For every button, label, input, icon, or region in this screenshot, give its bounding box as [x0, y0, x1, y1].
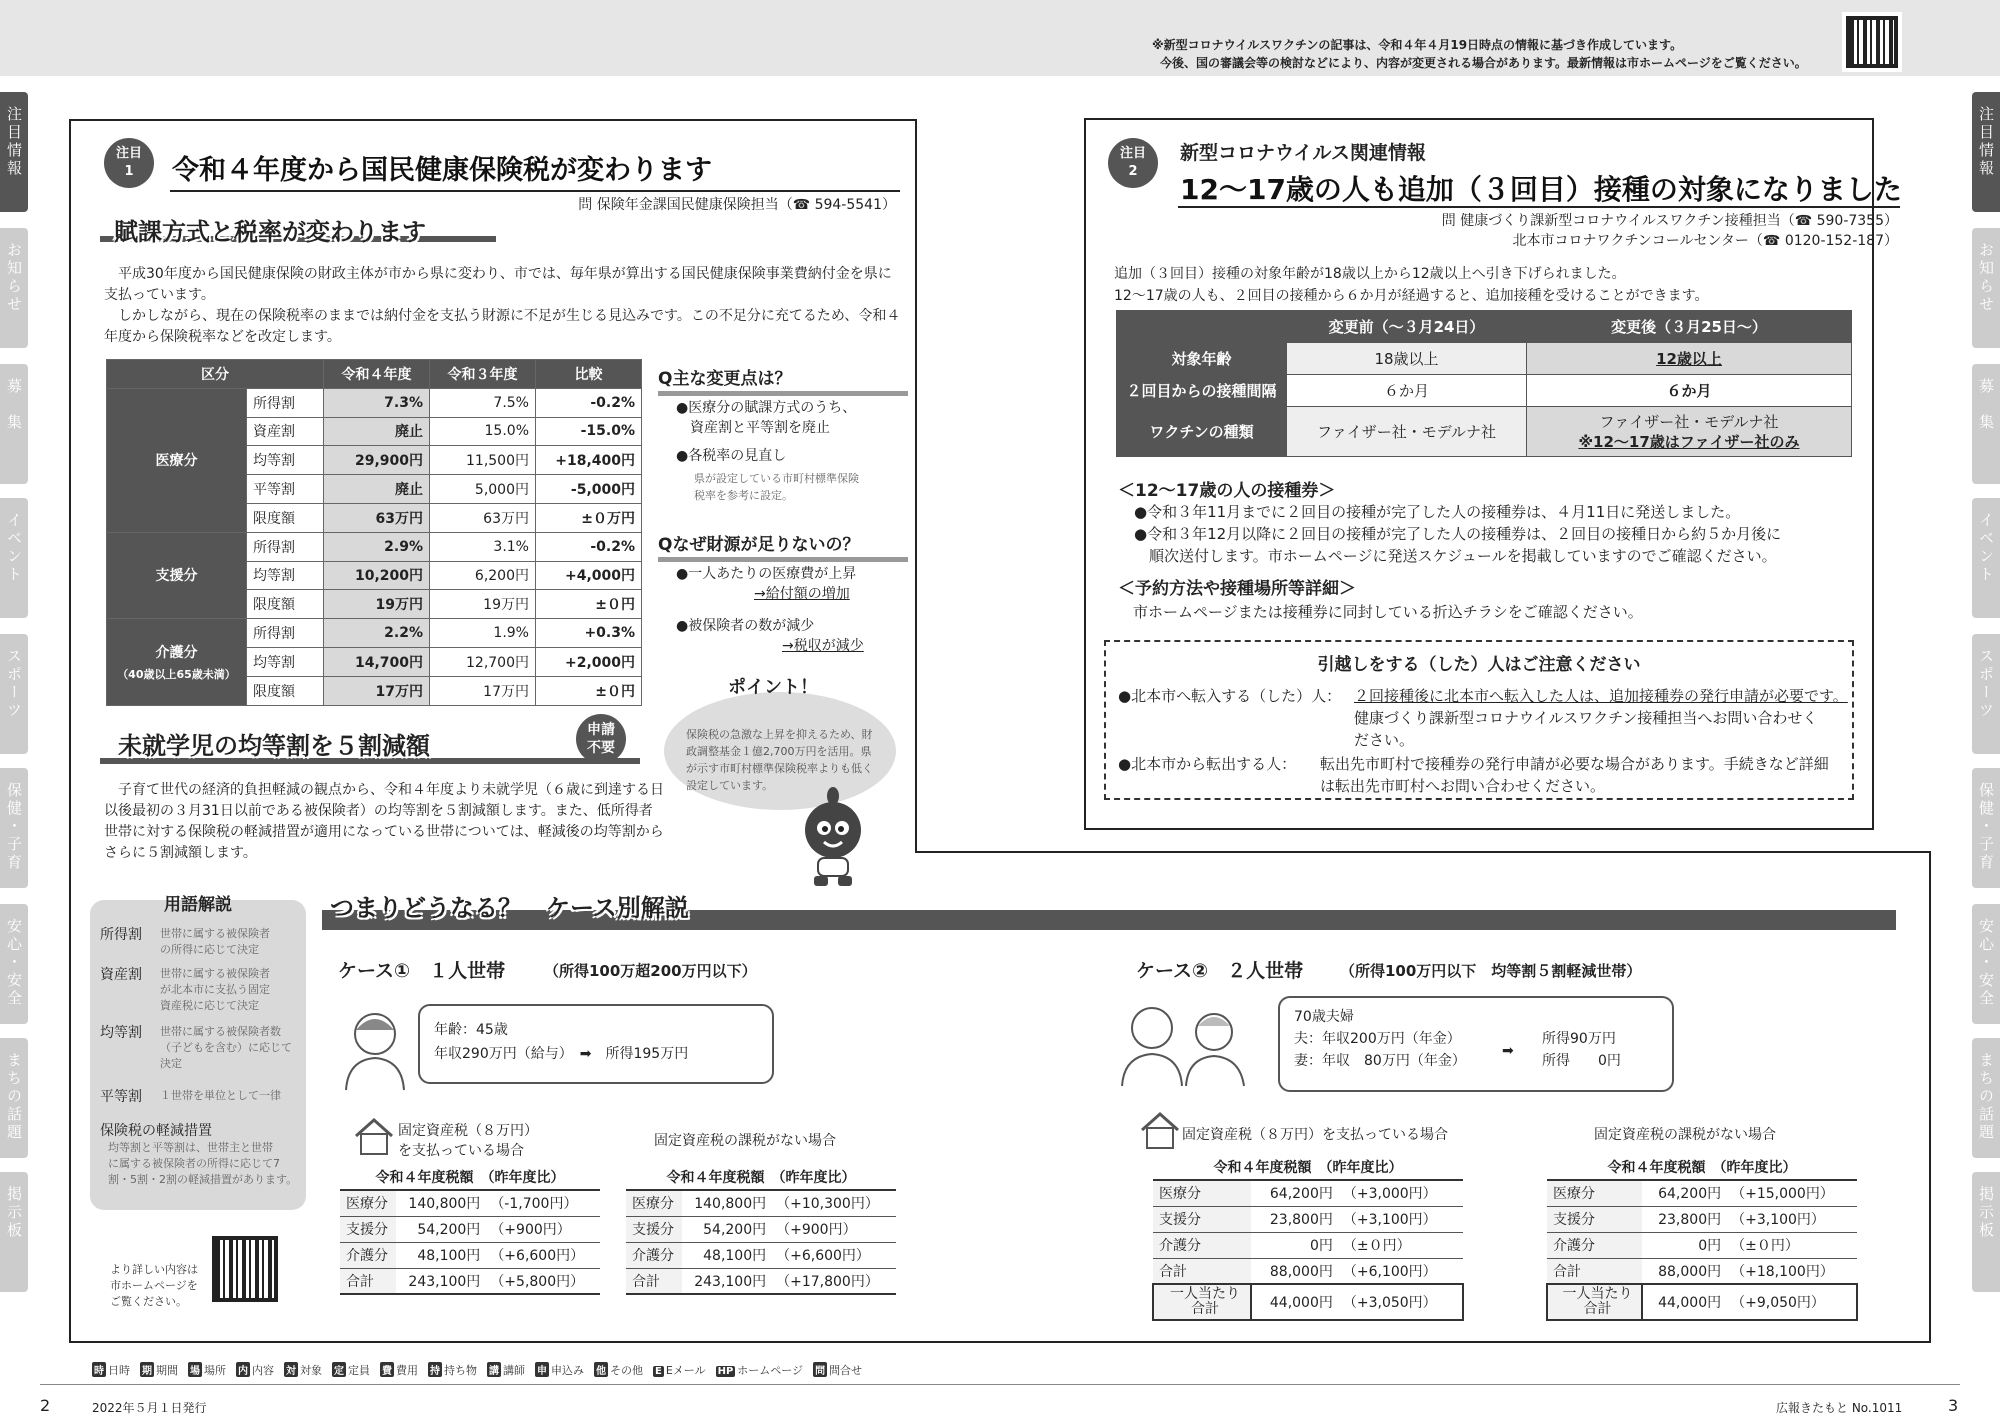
title-underline-2 [1178, 206, 1900, 208]
moving-out-text-2: は転出先市町村へお問い合わせください。 [1320, 777, 1606, 795]
tax-r4: 29,900円 [324, 446, 430, 475]
article-2-p1: 追加（３回目）接種の対象年齢が18歳以上から12歳以上へ引き下げられました。 [1114, 266, 1626, 282]
th-diff: 比較 [536, 360, 642, 389]
tax-item-label: 資産割 [247, 417, 324, 446]
case-row-per-person: 一人当たり 合計 44,000円 （+3,050円） [1153, 1284, 1463, 1320]
ticket-line-2: ●令和３年12月以降に２回目の接種が完了した人の接種券は、２回目の接種日から約５か月後に [1134, 525, 1782, 543]
legend-item: 申 申込み [537, 1364, 584, 1377]
moving-in-text-2: 健康づくり課新型コロナウイルスワクチン接種担当へお問い合わせく [1354, 709, 1818, 727]
q1-note-1: 県が設定している市町村標準保険 [694, 472, 859, 485]
side-tab-left-8[interactable]: 掲示板 [0, 1172, 28, 1292]
case-1-t2: 固定資産税の課税がない場合 [654, 1133, 836, 1149]
footer-rule [40, 1384, 1960, 1385]
person-woman-icon [340, 1006, 410, 1092]
tax-diff: -0.2% [536, 388, 642, 417]
case-row: 介護分 48,100円 （+6,600円） [626, 1242, 896, 1268]
case-1-right-table: 令和４年度税額 （昨年度比） 医療分 140,800円 （+10,300円） 支援分 54,200円 （+900円） 介護分 48,100円 （+6,600円） 合計 243,100円 （+17,800円） [626, 1164, 896, 1295]
side-tab-right-6[interactable]: 安心・安全 [1972, 904, 2000, 1024]
tax-item-label: 限度額 [247, 590, 324, 619]
tax-item-label: 均等割 [247, 561, 324, 590]
article-2-contact-2: 北本市コロナワクチンコールセンター（☎ 0120-152-187） [1512, 233, 1898, 249]
point-bubble: 保険税の急激な上昇を抑えるため、財政調整基金１億2,700万円を活用。県が示す市町村標準保険税率よりも低く設定しています。 [664, 692, 896, 810]
side-tab-left-2[interactable]: 募 集 [0, 364, 28, 484]
glossary-desc: の所得に応じて決定 [160, 943, 259, 956]
case-2-t1: 固定資産税（８万円）を支払っている場合 [1182, 1127, 1448, 1143]
side-tab-left-3[interactable]: イベント [0, 498, 28, 618]
side-tab-left-4[interactable]: スポーツ [0, 634, 28, 754]
case-2-t2: 固定資産税の課税がない場合 [1594, 1127, 1776, 1143]
reservation-text: 市ホームページまたは接種券に同封している折込チラシをご確認ください。 [1118, 603, 1643, 621]
q2-bullet-2: ●被保険者の数が減少 [676, 618, 815, 634]
th-after: 変更後（３月25日～） [1527, 311, 1852, 343]
glossary-term-reduction: 保険税の軽減措置 [100, 1123, 212, 1139]
th-r4: 令和４年度 [324, 360, 430, 389]
mascot-icon [788, 784, 878, 894]
moving-notice-title: 引越しをする（した）人はご注意ください [1317, 655, 1641, 675]
tax-item-label: 限度額 [247, 676, 324, 705]
legend-item: 場 場所 [190, 1364, 226, 1377]
tax-r3: 12,700円 [430, 647, 536, 676]
tax-r4: 2.2% [324, 619, 430, 648]
q-why-shortage: Qなぜ財源が足りないの？ [658, 530, 908, 562]
notice-line-1: ※新型コロナウイルスワクチンの記事は、令和４年４月19日時点の情報に基づき作成しています。 [1152, 38, 1683, 52]
side-tab-right-0[interactable]: 注目情報 [1972, 92, 2000, 212]
glossary-desc-5b: に属する被保険者の所得に応じて7 [108, 1157, 280, 1170]
more-info-1: より詳しい内容は [110, 1263, 198, 1276]
ticket-line-2b: 順次送付します。市ホームページに発送スケジュールを掲載していますのでご確認ください。 [1134, 547, 1777, 565]
case-2-left-table: 令和４年度税額 （昨年度比） 医療分 64,200円 （+3,000円） 支援分 23,800円 （+3,100円） 介護分 0円 （±０円） 合計 88,000円 （+6,100円） 一人当たり 合計 44,000円 （+3,050円） [1152, 1154, 1464, 1321]
intro-paragraph-2: しかしながら、現在の保険税率のままでは納付金を支払う財源に不足が生じる見込みです。この不足分に充てるため、令和４年度から保険税率などを改定します。 [104, 308, 901, 345]
glossary-term: 平等割 [100, 1089, 142, 1105]
tax-r4: 廃止 [324, 417, 430, 446]
glossary-title: 用語解説 [164, 895, 232, 915]
case-row: 合計 243,100円 （+5,800円） [340, 1268, 600, 1294]
glossary-desc: 決定 [160, 1057, 182, 1070]
glossary-desc: が北本市に支払う固定 [160, 983, 270, 996]
side-tab-right-3[interactable]: イベント [1972, 498, 2000, 618]
legend-item: 内 内容 [238, 1364, 274, 1377]
side-tab-right-2[interactable]: 募 集 [1972, 364, 2000, 484]
case-row: 合計 88,000円 （+18,100円） [1547, 1258, 1857, 1284]
elderly-couple-icon [1120, 1000, 1246, 1088]
side-tab-right-1[interactable]: お知らせ [1972, 228, 2000, 348]
moving-in-label: ●北本市へ転入する（した）人： [1118, 687, 1342, 705]
cases-heading: つまりどうなる？ ケース別解説 [330, 894, 689, 922]
case-row: 支援分 23,800円 （+3,100円） [1153, 1206, 1463, 1232]
intro-paragraph-1: 平成30年度から国民健康保険の財政主体が市から県に変わり、市では、毎年県が算出する国民健康保険事業費納付金を県に支払っています。 [104, 266, 892, 303]
tax-r3: 7.5% [430, 388, 536, 417]
legend-item: HP ホームページ [717, 1364, 804, 1377]
tax-r4: 17万円 [324, 676, 430, 705]
case-1-left-table: 令和４年度税額 （昨年度比） 医療分 140,800円 （-1,700円） 支援分 54,200円 （+900円） 介護分 48,100円 （+6,600円） 合計 243,100円 （+5,800円） [340, 1164, 600, 1295]
tax-item-label: 所得割 [247, 388, 324, 417]
glossary-desc-5a: 均等割と平等割は、世帯主と世帯 [108, 1141, 273, 1154]
section-heading-tax-method: 賦課方式と税率が変わります [114, 218, 426, 246]
glossary-desc: 資産税に応じて決定 [160, 999, 259, 1012]
house-icon [352, 1116, 396, 1156]
case-row: 医療分 140,800円 （+10,300円） [626, 1190, 896, 1216]
tax-rate-table [106, 359, 642, 706]
tax-r3: 3.1% [430, 532, 536, 561]
article-2-contact-1: 問 健康づくり課新型コロナウイルスワクチン接種担当（☎ 590-7355） [1441, 213, 1898, 229]
case-row: 医療分 64,200円 （+3,000円） [1153, 1180, 1463, 1206]
reservation-heading: ＜予約方法や接種場所等詳細＞ [1118, 579, 1356, 599]
case-row: 合計 243,100円 （+17,800円） [626, 1268, 896, 1294]
glossary-desc-5c: 割・5割・2割の軽減措置があります。 [108, 1173, 298, 1186]
tax-item-label: 均等割 [247, 647, 324, 676]
glossary-term: 資産割 [100, 967, 142, 983]
case-2-condition: （所得100万円以下 均等割５割軽減世帯） [1340, 962, 1642, 980]
case-1-bubble: 年齢：45歳 年収290万円（給与） ➡ 所得195万円 [418, 1004, 774, 1084]
tax-r4: 2.9% [324, 532, 430, 561]
notice-line-2: 今後、国の審議会等の検討などにより、内容が変更される場合があります。最新情報は市ホームページをご覧ください。 [1160, 56, 1807, 70]
moving-out-text-1: 転出先市町村で接種券の発行申請が必要な場合があります。手続きなど詳細 [1320, 755, 1829, 773]
tax-diff: +2,000円 [536, 647, 642, 676]
legend-item: 講 講師 [489, 1364, 525, 1377]
case-2-bubble: 70歳夫婦 夫：年収200万円（年金） 所得90万円 妻：年収 80万円（年金） ➡ 所得 0円 [1278, 996, 1674, 1092]
glossary-desc: （子どもを含む）に応じて [160, 1041, 292, 1054]
tax-r4: 廃止 [324, 475, 430, 504]
issue-number: 広報きたもと No.1011 [1776, 1401, 1903, 1415]
case-1-t1: 固定資産税（８万円） [398, 1123, 538, 1139]
case-row: 介護分 0円 （±０円） [1153, 1232, 1463, 1258]
legend-item: 問 問合せ [815, 1364, 863, 1377]
article-2-badge: 注目 2 [1108, 138, 1158, 188]
case-row: 支援分 54,200円 （+900円） [626, 1216, 896, 1242]
tax-diff: -5,000円 [536, 475, 642, 504]
case-row: 医療分 64,200円 （+15,000円） [1547, 1180, 1857, 1206]
side-tab-left-6[interactable]: 安心・安全 [0, 904, 28, 1024]
point-title: ポイント！ [728, 677, 818, 698]
q-main-changes: Q主な変更点は？ [658, 364, 908, 396]
case-2-title: ケース② ２人世帯 [1136, 960, 1304, 982]
q1-bullet-2: ●各税率の見直し [676, 448, 787, 464]
case-row: 介護分 48,100円 （+6,600円） [340, 1242, 600, 1268]
legend-item: 定 定員 [334, 1364, 370, 1377]
glossary-desc: 世帯に属する被保険者 [160, 927, 270, 940]
tax-item-label: 限度額 [247, 503, 324, 532]
tax-diff: ±０円 [536, 676, 642, 705]
tax-row [107, 388, 642, 417]
preschool-paragraph: 子育て世代の経済的負担軽減の観点から、令和４年度より未就学児（６歳に到達する日以後最初の３月31日以前である被保険者）の均等割を５割減額します。また、低所得者世帯に対する保険税の軽減措置が適用になっている世帯については、軽減後の均等割からさらに５割減額します。 [104, 782, 664, 861]
q2-bullet-1: ●一人あたりの医療費が上昇 [676, 566, 857, 582]
legend-item: 期 期間 [142, 1364, 178, 1377]
tax-diff: +0.3% [536, 619, 642, 648]
ticket-heading: ＜12～17歳の人の接種券＞ [1118, 481, 1336, 501]
tax-item-label: 所得割 [247, 619, 324, 648]
tax-group-2: 介護分 （40歳以上65歳未満） [107, 619, 247, 705]
legend-item: 費 費用 [382, 1364, 418, 1377]
th-category: 区分 [107, 360, 324, 389]
moving-in-text: ２回接種後に北本市へ転入した人は、追加接種券の発行申請が必要です。 [1354, 687, 1848, 705]
glossary-desc: 世帯に属する被保険者 [160, 967, 270, 980]
article-1-contact: 問 保険年金課国民健康保険担当（☎ 594-5541） [578, 197, 896, 213]
tax-r3: 1.9% [430, 619, 536, 648]
q1-note-2: 税率を参考に設定。 [694, 489, 793, 502]
case-row-per-person: 一人当たり 合計 44,000円 （+9,050円） [1547, 1284, 1857, 1320]
tax-r3: 17万円 [430, 676, 536, 705]
side-tab-right-4[interactable]: スポーツ [1972, 634, 2000, 754]
tax-item-label: 平等割 [247, 475, 324, 504]
tax-r4: 10,200円 [324, 561, 430, 590]
vaccine-change-table: 変更前（～３月24日） 変更後（３月25日～） 対象年齢 18歳以上 12歳以上 ２回目からの接種間隔 ６か月 ６か月 ワクチンの種類 ファイザー社・モデルナ社 ファイザー社・モデルナ社 ※12～17歳はファイザー社のみ [1116, 310, 1852, 457]
qr-code-top[interactable] [1846, 16, 1898, 68]
qr-code-glossary[interactable] [212, 1236, 278, 1302]
tax-r4: 7.3% [324, 388, 430, 417]
tax-r3: 5,000円 [430, 475, 536, 504]
side-tab-right-5[interactable]: 保健・子育て [1972, 768, 2000, 888]
page-number-left: 2 [40, 1396, 51, 1415]
tax-diff: +4,000円 [536, 561, 642, 590]
glossary-term: 均等割 [100, 1025, 142, 1041]
tax-diff: -0.2% [536, 532, 642, 561]
tax-diff: ±０万円 [536, 503, 642, 532]
article-1-title: 令和４年度から国民健康保険税が変わります [172, 155, 712, 186]
article-2-title: 12～17歳の人も追加（３回目）接種の対象になりました [1180, 173, 1902, 206]
tax-item-label: 均等割 [247, 446, 324, 475]
title-underline [170, 190, 900, 192]
page-number-right: 3 [1948, 1396, 1959, 1415]
glossary-desc: 世帯に属する被保険者数 [160, 1025, 281, 1038]
tax-group-0: 医療分 [107, 388, 247, 532]
case-1-t1b: を支払っている場合 [398, 1143, 524, 1159]
tax-r4: 19万円 [324, 590, 430, 619]
side-tab-right-7[interactable]: まちの話題 [1972, 1038, 2000, 1158]
tax-item-label: 所得割 [247, 532, 324, 561]
issue-date: 2022年５月１日発行 [92, 1401, 207, 1415]
tax-r4: 63万円 [324, 503, 430, 532]
tax-row [107, 619, 642, 648]
legend-item: 時 日時 [94, 1364, 130, 1377]
no-application-badge: 申請 不要 [576, 714, 626, 764]
more-info-3: ご覧ください。 [110, 1295, 187, 1308]
article-2-p2: 12～17歳の人も、２回目の接種から６か月が経過すると、追加接種を受けることができます。 [1114, 288, 1709, 304]
case-1-title: ケース① １人世帯 [338, 960, 506, 982]
case-row: 支援分 54,200円 （+900円） [340, 1216, 600, 1242]
case-row: 合計 88,000円 （+6,100円） [1153, 1258, 1463, 1284]
article-2-subtitle: 新型コロナウイルス関連情報 [1180, 142, 1426, 164]
tax-diff: ±０円 [536, 590, 642, 619]
side-tab-left-7[interactable]: まちの話題 [0, 1038, 28, 1158]
tax-diff: +18,400円 [536, 446, 642, 475]
case-row: 医療分 140,800円 （-1,700円） [340, 1190, 600, 1216]
legend-item: 対 対象 [286, 1364, 322, 1377]
tax-r4: 14,700円 [324, 647, 430, 676]
house-icon-2 [1138, 1110, 1182, 1150]
legend-item: E Eメール [655, 1364, 706, 1377]
tax-r3: 11,500円 [430, 446, 536, 475]
q2-result-1: →給付額の増加 [754, 586, 850, 602]
tax-diff: -15.0% [536, 417, 642, 446]
ticket-line-1: ●令和３年11月までに２回目の接種が完了した人の接種券は、４月11日に発送しました。 [1134, 503, 1741, 521]
case-row: 介護分 0円 （±０円） [1547, 1232, 1857, 1258]
section-heading-preschool: 未就学児の均等割を５割減額 [118, 732, 430, 760]
moving-out-label: ●北本市から転出する人： [1118, 755, 1297, 773]
moving-in-text-3: ださい。 [1354, 731, 1415, 749]
case-1-condition: （所得100万超200万円以下） [544, 962, 757, 980]
article-1-badge: 注目 1 [104, 138, 154, 188]
tax-r3: 6,200円 [430, 561, 536, 590]
case-row: 支援分 23,800円 （+3,100円） [1547, 1206, 1857, 1232]
tax-r3: 19万円 [430, 590, 536, 619]
tax-r3: 63万円 [430, 503, 536, 532]
glossary-term: 所得割 [100, 927, 142, 943]
side-tab-left-0[interactable]: 注目情報 [0, 92, 28, 212]
q1-bullet-1a: ●医療分の賦課方式のうち、 [676, 400, 857, 416]
more-info-2: 市ホームページを [110, 1279, 198, 1292]
side-tab-left-1[interactable]: お知らせ [0, 228, 28, 348]
side-tab-right-8[interactable]: 掲示板 [1972, 1172, 2000, 1292]
legend-item: 他 その他 [596, 1364, 643, 1377]
side-tab-left-5[interactable]: 保健・子育 [0, 768, 28, 888]
q2-result-2: →税収が減少 [782, 638, 864, 654]
q1-bullet-1b: 資産割と平等割を廃止 [676, 420, 830, 436]
tax-row [107, 532, 642, 561]
glossary-desc: １世帯を単位として一律 [160, 1089, 281, 1102]
legend-item: 持 持ち物 [430, 1364, 477, 1377]
th-before: 変更前（～３月24日） [1287, 311, 1527, 343]
case-2-right-table: 令和４年度税額 （昨年度比） 医療分 64,200円 （+15,000円） 支援分 23,800円 （+3,100円） 介護分 0円 （±０円） 合計 88,000円 （+18,100円） 一人当たり 合計 44,000円 （+9,050円） [1546, 1154, 1858, 1321]
tax-group-1: 支援分 [107, 532, 247, 618]
tax-r3: 15.0% [430, 417, 536, 446]
th-r3: 令和３年度 [430, 360, 536, 389]
symbol-legend [92, 1362, 872, 1378]
